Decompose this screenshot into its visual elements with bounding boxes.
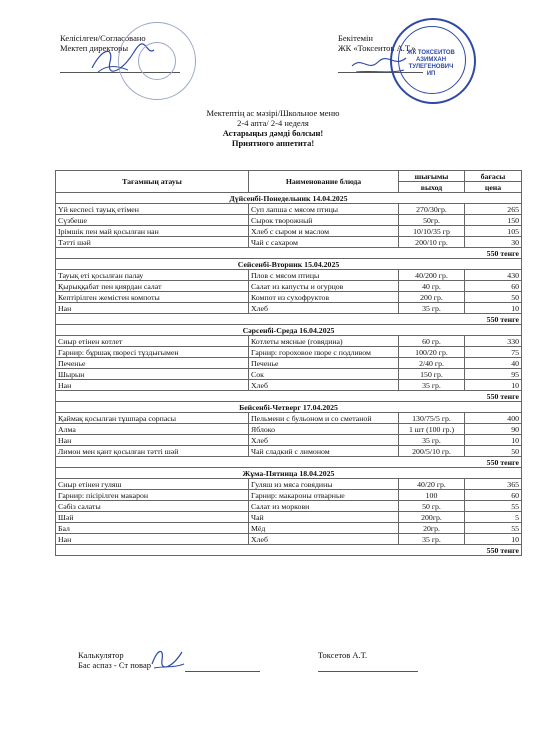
table-row <box>56 281 522 292</box>
dish-price: 55 <box>465 523 522 534</box>
dish-price: 5 <box>465 512 522 523</box>
table-row <box>56 512 522 523</box>
day-total: 550 тенге <box>56 248 522 259</box>
dish-kz: Сиыр етінен котлет <box>56 336 249 347</box>
day-total: 550 тенге <box>56 545 522 556</box>
table-row <box>56 292 522 303</box>
dish-ru: Салат из капусты и огурцов <box>249 281 399 292</box>
footer-right-line <box>318 671 418 672</box>
dish-price: 75 <box>465 347 522 358</box>
table-row <box>56 369 522 380</box>
day-row <box>56 402 522 413</box>
total-row <box>56 391 522 402</box>
table-row <box>56 380 522 391</box>
agreed-label: Келісілген/Согласовано <box>60 33 146 43</box>
dish-price: 10 <box>465 435 522 446</box>
dish-output: 1 шт (100 гр.) <box>399 424 465 435</box>
dish-output: 130/75/5 гр. <box>399 413 465 424</box>
dish-ru: Гарнир: гороховое пюре с подливом <box>249 347 399 358</box>
day-row <box>56 193 522 204</box>
dish-price: 40 <box>465 358 522 369</box>
dish-price: 10 <box>465 380 522 391</box>
dish-kz: Алма <box>56 424 249 435</box>
dish-kz: Бал <box>56 523 249 534</box>
table-row <box>56 204 522 215</box>
table-row <box>56 501 522 512</box>
dish-price: 400 <box>465 413 522 424</box>
dish-kz: Кептірілген жемістен компоты <box>56 292 249 303</box>
dish-ru: Хлеб <box>249 303 399 314</box>
table-row <box>56 490 522 501</box>
approve-label: Бекітемін <box>338 33 373 43</box>
dish-ru: Гуляш из мяса говядины <box>249 479 399 490</box>
table-row <box>56 523 522 534</box>
table-row <box>56 358 522 369</box>
day-row <box>56 468 522 479</box>
day-total: 550 тенге <box>56 457 522 468</box>
table-row <box>56 347 522 358</box>
dish-ru: Котлеты мясные (говядина) <box>249 336 399 347</box>
dish-kz: Нан <box>56 534 249 545</box>
dish-kz: Тауық еті қосылған палау <box>56 270 249 281</box>
dish-ru: Печенье <box>249 358 399 369</box>
dish-kz: Сүзбеше <box>56 215 249 226</box>
dish-output: 40 гр. <box>399 281 465 292</box>
table-row <box>56 413 522 424</box>
total-row <box>56 457 522 468</box>
dish-kz: Печенье <box>56 358 249 369</box>
dish-price: 50 <box>465 292 522 303</box>
dish-ru: Сок <box>249 369 399 380</box>
dish-kz: Нан <box>56 435 249 446</box>
dish-price: 330 <box>465 336 522 347</box>
entrepreneur-label: ЖК «Токсеитов А.Т.» <box>338 43 416 53</box>
dish-price: 60 <box>465 490 522 501</box>
dish-output: 50гр. <box>399 215 465 226</box>
day-title: Сейсенбі-Вторник 15.04.2025 <box>56 259 522 270</box>
school-seal-emblem-icon <box>138 42 176 80</box>
dish-price: 10 <box>465 303 522 314</box>
dish-kz: Ірімшік пен май қосылған нан <box>56 226 249 237</box>
dish-kz: Шәй <box>56 512 249 523</box>
header-price-kz: бағасы <box>465 171 522 182</box>
dish-kz: Үй кеспесі тауық етімен <box>56 204 249 215</box>
dish-price: 430 <box>465 270 522 281</box>
dish-output: 100/20 гр. <box>399 347 465 358</box>
dish-kz: Шырын <box>56 369 249 380</box>
dish-ru: Суп лапша с мясом птицы <box>249 204 399 215</box>
calculator-label: Калькулятор <box>78 650 124 660</box>
dish-kz: Нан <box>56 303 249 314</box>
footer-right-name: Токсетов А.Т. <box>318 650 368 660</box>
dish-output: 200 гр. <box>399 292 465 303</box>
dish-price: 365 <box>465 479 522 490</box>
dish-output: 20гр. <box>399 523 465 534</box>
director-label: Мектеп директоры <box>60 43 129 53</box>
dish-price: 30 <box>465 237 522 248</box>
table-row <box>56 435 522 446</box>
dish-output: 50 гр. <box>399 501 465 512</box>
table-header-row-1 <box>56 171 522 182</box>
day-row <box>56 325 522 336</box>
chef-label: Бас аспаз - Ст повар <box>78 660 151 670</box>
dish-price: 95 <box>465 369 522 380</box>
day-title: Жұма-Пятница 18.04.2025 <box>56 468 522 479</box>
dish-output: 150 гр. <box>399 369 465 380</box>
dish-price: 60 <box>465 281 522 292</box>
dish-price: 105 <box>465 226 522 237</box>
dish-output: 100 <box>399 490 465 501</box>
table-row <box>56 215 522 226</box>
table-row <box>56 336 522 347</box>
total-row <box>56 248 522 259</box>
dish-output: 35 гр. <box>399 380 465 391</box>
dish-output: 270/30гр. <box>399 204 465 215</box>
table-row <box>56 270 522 281</box>
dish-kz: Лимон мен қант қосылған тәтті шәй <box>56 446 249 457</box>
dish-output: 40/20 гр. <box>399 479 465 490</box>
dish-output: 2/40 гр. <box>399 358 465 369</box>
dish-output: 200гр. <box>399 512 465 523</box>
day-row <box>56 259 522 270</box>
dish-ru: Чай сладкий с лимоном <box>249 446 399 457</box>
chef-signature <box>148 644 188 672</box>
dish-ru: Чай <box>249 512 399 523</box>
total-row <box>56 314 522 325</box>
menu-table <box>55 170 522 556</box>
dish-output: 35 гр. <box>399 303 465 314</box>
day-total: 550 тенге <box>56 314 522 325</box>
day-total: 550 тенге <box>56 391 522 402</box>
dish-kz: Гарнир: бұршақ пюресі тұздығымен <box>56 347 249 358</box>
dish-price: 265 <box>465 204 522 215</box>
dish-ru: Компот из сухофруктов <box>249 292 399 303</box>
dish-output: 40/200 гр. <box>399 270 465 281</box>
header-ru-name: Наименование блюда <box>249 171 399 193</box>
appetite-kz: Астарыңыз дәмді болсын! <box>222 128 324 138</box>
dish-ru: Хлеб <box>249 534 399 545</box>
table-row <box>56 446 522 457</box>
appetite-ru: Приятного аппетита! <box>231 138 315 148</box>
table-row <box>56 303 522 314</box>
dish-ru: Плов с мясом птицы <box>249 270 399 281</box>
dish-kz: Нан <box>56 380 249 391</box>
dish-ru: Хлеб <box>249 380 399 391</box>
dish-kz: Қаймақ қосылған тұшпара сорпасы <box>56 413 249 424</box>
dish-price: 90 <box>465 424 522 435</box>
chef-signature-line <box>185 671 260 672</box>
table-row <box>56 424 522 435</box>
dish-ru: Хлеб <box>249 435 399 446</box>
header-price-ru: цена <box>465 182 522 193</box>
dish-ru: Яблоко <box>249 424 399 435</box>
dish-output: 35 гр. <box>399 534 465 545</box>
table-row <box>56 479 522 490</box>
dish-kz: Қырыққабат пен қиярдан салат <box>56 281 249 292</box>
dish-kz: Тәтті шәй <box>56 237 249 248</box>
header-kz-name: Тағамның атауы <box>56 171 249 193</box>
dish-ru: Хлеб с сыром и маслом <box>249 226 399 237</box>
dish-output: 60 гр. <box>399 336 465 347</box>
dish-output: 200/5/10 гр. <box>399 446 465 457</box>
table-row <box>56 226 522 237</box>
dish-ru: Мёд <box>249 523 399 534</box>
table-row <box>56 237 522 248</box>
dish-ru: Пельмени с бульоном и со сметаной <box>249 413 399 424</box>
day-title: Бейсенбі-Четверг 17.04.2025 <box>56 402 522 413</box>
dish-kz: Гарнир: пісірілген макарон <box>56 490 249 501</box>
day-title: Дүйсенбі-Понедельник 14.04.2025 <box>56 193 522 204</box>
dish-kz: Сиыр етінен гуляш <box>56 479 249 490</box>
dish-kz: Сәбіз салаты <box>56 501 249 512</box>
dish-output: 35 гр. <box>399 435 465 446</box>
dish-ru: Гарнир: макароны отварные <box>249 490 399 501</box>
dish-output: 200/10 гр. <box>399 237 465 248</box>
menu-week: 2-4 апта/ 2-4 неделя <box>237 118 309 128</box>
menu-body <box>56 193 522 556</box>
dish-price: 10 <box>465 534 522 545</box>
day-title: Сәрсенбі-Среда 16.04.2025 <box>56 325 522 336</box>
dish-output: 10/10/35 гр <box>399 226 465 237</box>
dish-price: 55 <box>465 501 522 512</box>
footer-left-block <box>78 650 151 670</box>
dish-ru: Сырок творожный <box>249 215 399 226</box>
dish-ru: Чай с сахаром <box>249 237 399 248</box>
dish-price: 50 <box>465 446 522 457</box>
menu-title: Мектептің ас мәзірі/Школьное меню <box>206 108 340 118</box>
header-output-kz: шығымы <box>399 171 465 182</box>
table-row <box>56 534 522 545</box>
total-row <box>56 545 522 556</box>
dish-price: 150 <box>465 215 522 226</box>
dish-ru: Салат из моркови <box>249 501 399 512</box>
stamp-text: ЖК ТОКСЕИТОВ АЗИМХАН ТУЛЕГЕНОВИЧ ИП <box>407 50 455 77</box>
header-output-ru: выход <box>399 182 465 193</box>
